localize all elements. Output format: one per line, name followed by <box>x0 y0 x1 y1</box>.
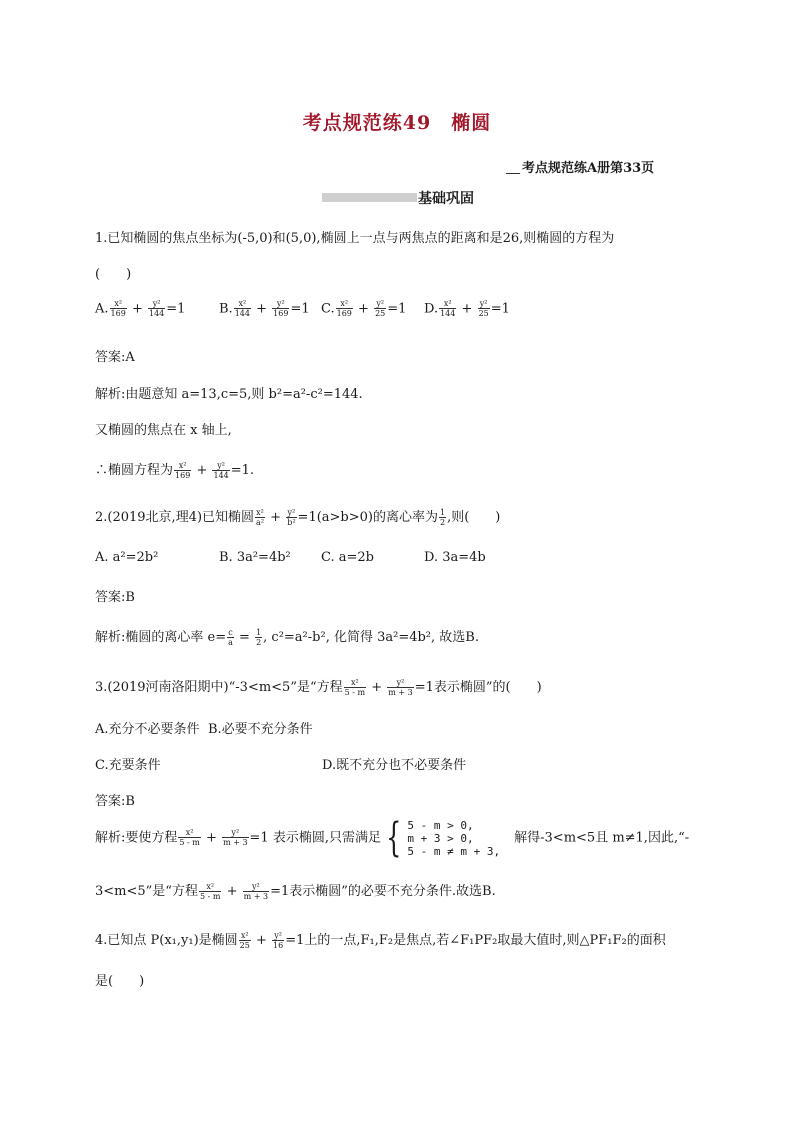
q3-option-d: D.既不充分也不必要条件 <box>322 758 467 773</box>
q1-explanation-1: 解析:由题意知 a=13,c=5,则 b²=a²-c²=144. <box>95 387 363 402</box>
q3-stem: 3.(2019河南洛阳期中)“-3<m<5”是“方程 $\frac{\text{x²}}{5 - m}$ + $\frac{\text{y²}}{m + 3}$ =1表示椭圆”的( ) <box>95 677 542 697</box>
q2-option-a: A. a²=2b² <box>95 550 159 565</box>
q3-option-a: A.充分不必要条件 <box>95 722 200 737</box>
fraction: $\frac{\text{x²}}{144}$ <box>234 299 250 318</box>
subheader-text: 考点规范练A册第33页 <box>522 161 655 176</box>
q1-option-c: C. $\frac{\text{x²}}{169}$ + $\frac{\text{y²}}{25}$ =1 <box>321 299 407 318</box>
equation-system: { 5 - m > 0, m + 3 > 0, 5 - m ≠ m + 3, <box>386 815 501 861</box>
fraction: $\frac{1}{2}$ <box>256 627 262 647</box>
fraction: $\frac{c}{a}$ <box>228 627 233 647</box>
q4-stem: 4.已知点 P(x₁,y₁)是椭圆 $\frac{\text{x²}}{25}$ + $\frac{\text{y²}}{16}$ =1上的一点,F₁,F₂是焦点,若∠F₁PF₂取最大值时,则△PF₁F₂的面积 <box>95 930 666 950</box>
q1-option-d: D. $\frac{\text{x²}}{144}$ + $\frac{\text{y²}}{25}$ =1 <box>424 299 510 318</box>
section-title: 基础巩固 <box>418 191 474 207</box>
q2-stem: 2.(2019北京,理4)已知椭圆 $\frac{\text{x²}}{\text{a²}}$ + $\frac{\text{y²}}{\text{b²}}$ =1(a>b>0)的离心率为 $\frac{1}{2}$ ,则( ) <box>95 507 501 527</box>
fraction: $\frac{\text{y²}}{\text{b²}}$ <box>287 507 296 527</box>
subheader <box>506 157 654 176</box>
fraction: $\frac{\text{x²}}{25}$ <box>239 930 250 950</box>
q2-explanation: 解析:椭圆的离心率 e= $\frac{c}{a}$ = $\frac{1}{2}$ , c²=a²-b², 化简得 3a²=4b², 故选B. <box>95 627 479 647</box>
fraction: $\frac{1}{2}$ <box>439 507 446 527</box>
section-bar <box>322 193 417 202</box>
q4-paren: 是( ) <box>95 974 145 989</box>
q1-stem: 1.已知椭圆的焦点坐标为(-5,0)和(5,0),椭圆上一点与两焦点的距离和是26,则椭圆的方程为 <box>95 231 615 246</box>
page-title: 考点规范练49 椭圆 <box>302 112 492 134</box>
fraction: $\frac{\text{y²}}{16}$ <box>273 930 284 950</box>
fraction: $\frac{\text{x²}}{169}$ <box>110 299 126 318</box>
q1-option-a: A. $\frac{\text{x²}}{169}$ + $\frac{\text{y²}}{144}$ =1 <box>95 299 186 318</box>
q2-option-c: C. a=2b <box>321 550 374 565</box>
underline <box>506 173 520 174</box>
q3-option-c: C.充要条件 <box>95 758 161 773</box>
fraction: $\frac{\text{y²}}{144}$ <box>149 299 165 318</box>
fraction: $\frac{\text{x²}}{5 - m}$ <box>199 881 221 901</box>
fraction: $\frac{\text{x²}}{\text{a²}}$ <box>256 507 265 527</box>
q1-option-b: B. $\frac{\text{x²}}{144}$ + $\frac{\text{y²}}{169}$ =1 <box>219 299 310 318</box>
q3-explanation-2: 3<m<5”是“方程 $\frac{\text{x²}}{5 - m}$ + $\frac{\text{y²}}{m + 3}$ =1表示椭圆”的必要不充分条件.故选B. <box>95 881 496 901</box>
fraction: $\frac{\text{y²}}{25}$ <box>375 299 386 318</box>
fraction: $\frac{\text{x²}}{5 - m}$ <box>344 677 366 697</box>
fraction: $\frac{\text{x²}}{144}$ <box>440 299 456 318</box>
fraction: $\frac{\text{x²}}{169}$ <box>175 460 191 480</box>
q2-option-b: B. 3a²=4b² <box>219 550 291 565</box>
brace: { <box>386 815 402 861</box>
q1-explanation-3: ∴椭圆方程为 $\frac{\text{x²}}{169}$ + $\frac{\text{y²}}{144}$ =1. <box>95 460 255 480</box>
q1-paren: ( ) <box>95 267 132 282</box>
fraction: $\frac{\text{y²}}{m + 3}$ <box>388 677 413 697</box>
fraction: $\frac{\text{x²}}{5 - m}$ <box>179 828 200 847</box>
q3-answer: 答案:B <box>95 794 135 809</box>
fraction: $\frac{\text{y²}}{m + 3}$ <box>223 828 248 847</box>
fraction: $\frac{\text{y²}}{169}$ <box>273 299 289 318</box>
q1-answer: 答案:A <box>95 350 135 365</box>
q2-answer: 答案:B <box>95 590 135 605</box>
q2-option-d: D. 3a=4b <box>424 550 486 565</box>
fraction: $\frac{\text{y²}}{144}$ <box>213 460 229 480</box>
q3-explanation-1: 解析:要使方程 $\frac{\text{x²}}{5 - m}$ + $\frac{\text{y²}}{m + 3}$ =1 表示椭圆,只需满足 { 5 - m > 0, m + 3 > 0, 5 - m ≠ m + 3, 解得-3<m<5且 m≠1,因此,“- <box>95 815 690 861</box>
fraction: $\frac{\text{x²}}{169}$ <box>336 299 352 318</box>
fraction: $\frac{\text{y²}}{m + 3}$ <box>243 881 269 901</box>
fraction: $\frac{\text{y²}}{25}$ <box>478 299 489 318</box>
q3-option-b: B.必要不充分条件 <box>208 722 313 737</box>
q1-explanation-2: 又椭圆的焦点在 x 轴上, <box>95 423 232 438</box>
